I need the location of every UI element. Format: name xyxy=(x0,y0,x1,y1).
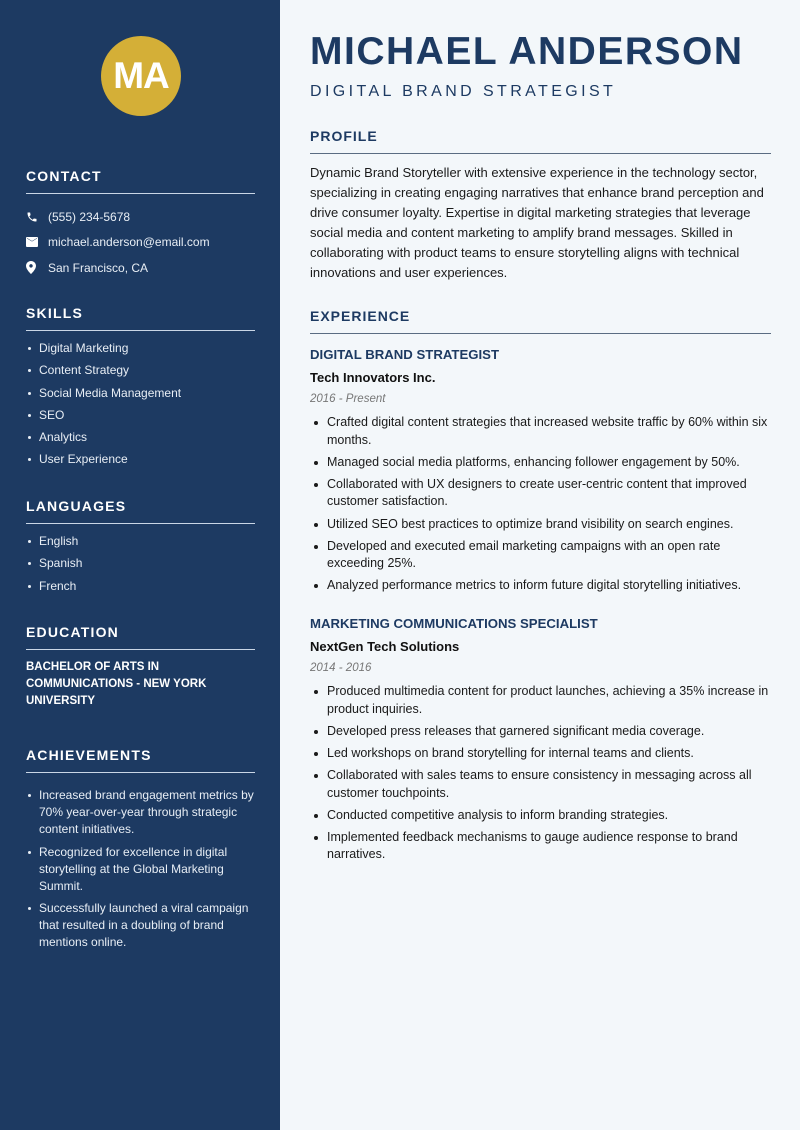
achievement-item: Recognized for excellence in digital storytelling at the Global Marketing Summit. xyxy=(26,844,255,895)
language-item: Spanish xyxy=(26,552,255,574)
skill-item: Analytics xyxy=(26,426,255,448)
contact-location xyxy=(26,255,255,281)
job-bullet: Led workshops on brand storytelling for internal teams and clients. xyxy=(310,745,771,763)
candidate-name: MICHAEL ANDERSON xyxy=(310,30,744,73)
contact-heading: CONTACT xyxy=(26,168,255,194)
location-value: San Francisco, CA xyxy=(48,260,149,275)
skill-item: User Experience xyxy=(26,448,255,470)
contact-list xyxy=(26,204,255,281)
experience-heading: EXPERIENCE xyxy=(310,308,771,334)
job-bullet: Analyzed performance metrics to inform future digital storytelling initiatives. xyxy=(310,577,771,595)
achievement-item: Successfully launched a viral campaign that resulted in a doubling of brand mentions online. xyxy=(26,900,255,951)
job-dates: 2016 - Present xyxy=(310,393,386,405)
job-bullets xyxy=(310,414,771,595)
location-pin-icon xyxy=(26,261,48,274)
job-title: MARKETING COMMUNICATIONS SPECIALIST xyxy=(310,616,598,631)
job-company: Tech Innovators Inc. xyxy=(310,370,436,385)
job-bullet: Conducted competitive analysis to inform branding strategies. xyxy=(310,807,771,825)
job-entry xyxy=(310,346,771,600)
job-bullet: Managed social media platforms, enhancing follower engagement by 50%. xyxy=(310,454,771,472)
job-bullet: Produced multimedia content for product launches, achieving a 35% increase in product inquiries. xyxy=(310,683,771,718)
email-value[interactable]: michael.anderson@email.com xyxy=(48,235,210,250)
phone-icon xyxy=(26,211,48,223)
contact-phone xyxy=(26,204,255,230)
education-heading: EDUCATION xyxy=(26,624,255,650)
sidebar xyxy=(0,0,280,1130)
skill-item: Social Media Management xyxy=(26,382,255,404)
job-bullets xyxy=(310,683,771,864)
job-bullet: Utilized SEO best practices to optimize brand visibility on search engines. xyxy=(310,516,771,534)
achievements-list xyxy=(26,787,255,957)
language-item: French xyxy=(26,575,255,597)
job-bullet: Crafted digital content strategies that increased website traffic by 60% within six months. xyxy=(310,414,771,449)
skill-item: SEO xyxy=(26,404,255,426)
skills-heading: SKILLS xyxy=(26,305,255,331)
skills-list xyxy=(26,337,255,471)
avatar-initials: MA xyxy=(113,55,169,96)
job-bullet: Implemented feedback mechanisms to gauge audience response to brand narratives. xyxy=(310,829,771,864)
education-degree: BACHELOR OF ARTS IN COMMUNICATIONS - NEW YORK UNIVERSITY xyxy=(26,661,207,708)
profile-text: Dynamic Brand Storyteller with extensive experience in the technology sector, specializing in creating engaging narratives that enhance brand perception and drive consumer loyalty. Expertise in digital marketing strategies that leverage social media and content marketing to amplify brand messages. Skilled in collaborating with product teams to ensure storytelling aligns with technical innovations and user experiences. xyxy=(310,165,764,280)
job-title: DIGITAL BRAND STRATEGIST xyxy=(310,347,500,362)
profile-heading: PROFILE xyxy=(310,128,771,154)
skill-item: Digital Marketing xyxy=(26,337,255,359)
skill-item: Content Strategy xyxy=(26,359,255,381)
contact-email xyxy=(26,230,255,256)
languages-list xyxy=(26,530,255,597)
job-bullet: Developed press releases that garnered significant media coverage. xyxy=(310,723,771,741)
job-company: NextGen Tech Solutions xyxy=(310,639,460,654)
email-icon xyxy=(26,237,48,247)
job-bullet: Collaborated with sales teams to ensure consistency in messaging across all customer touchpoints. xyxy=(310,767,771,802)
job-entry xyxy=(310,615,771,869)
languages-heading: LANGUAGES xyxy=(26,498,255,524)
achievements-heading: ACHIEVEMENTS xyxy=(26,747,255,773)
job-bullet: Developed and executed email marketing campaigns with an open rate exceeding 25%. xyxy=(310,538,771,573)
phone-value[interactable]: (555) 234-5678 xyxy=(48,209,131,224)
language-item: English xyxy=(26,530,255,552)
job-bullet: Collaborated with UX designers to create user-centric content that improved customer satisfaction. xyxy=(310,476,771,511)
avatar xyxy=(101,36,181,116)
job-dates: 2014 - 2016 xyxy=(310,662,372,674)
candidate-title: DIGITAL BRAND STRATEGIST xyxy=(310,83,617,100)
achievement-item: Increased brand engagement metrics by 70% year-over-year through strategic content initiatives. xyxy=(26,787,255,838)
